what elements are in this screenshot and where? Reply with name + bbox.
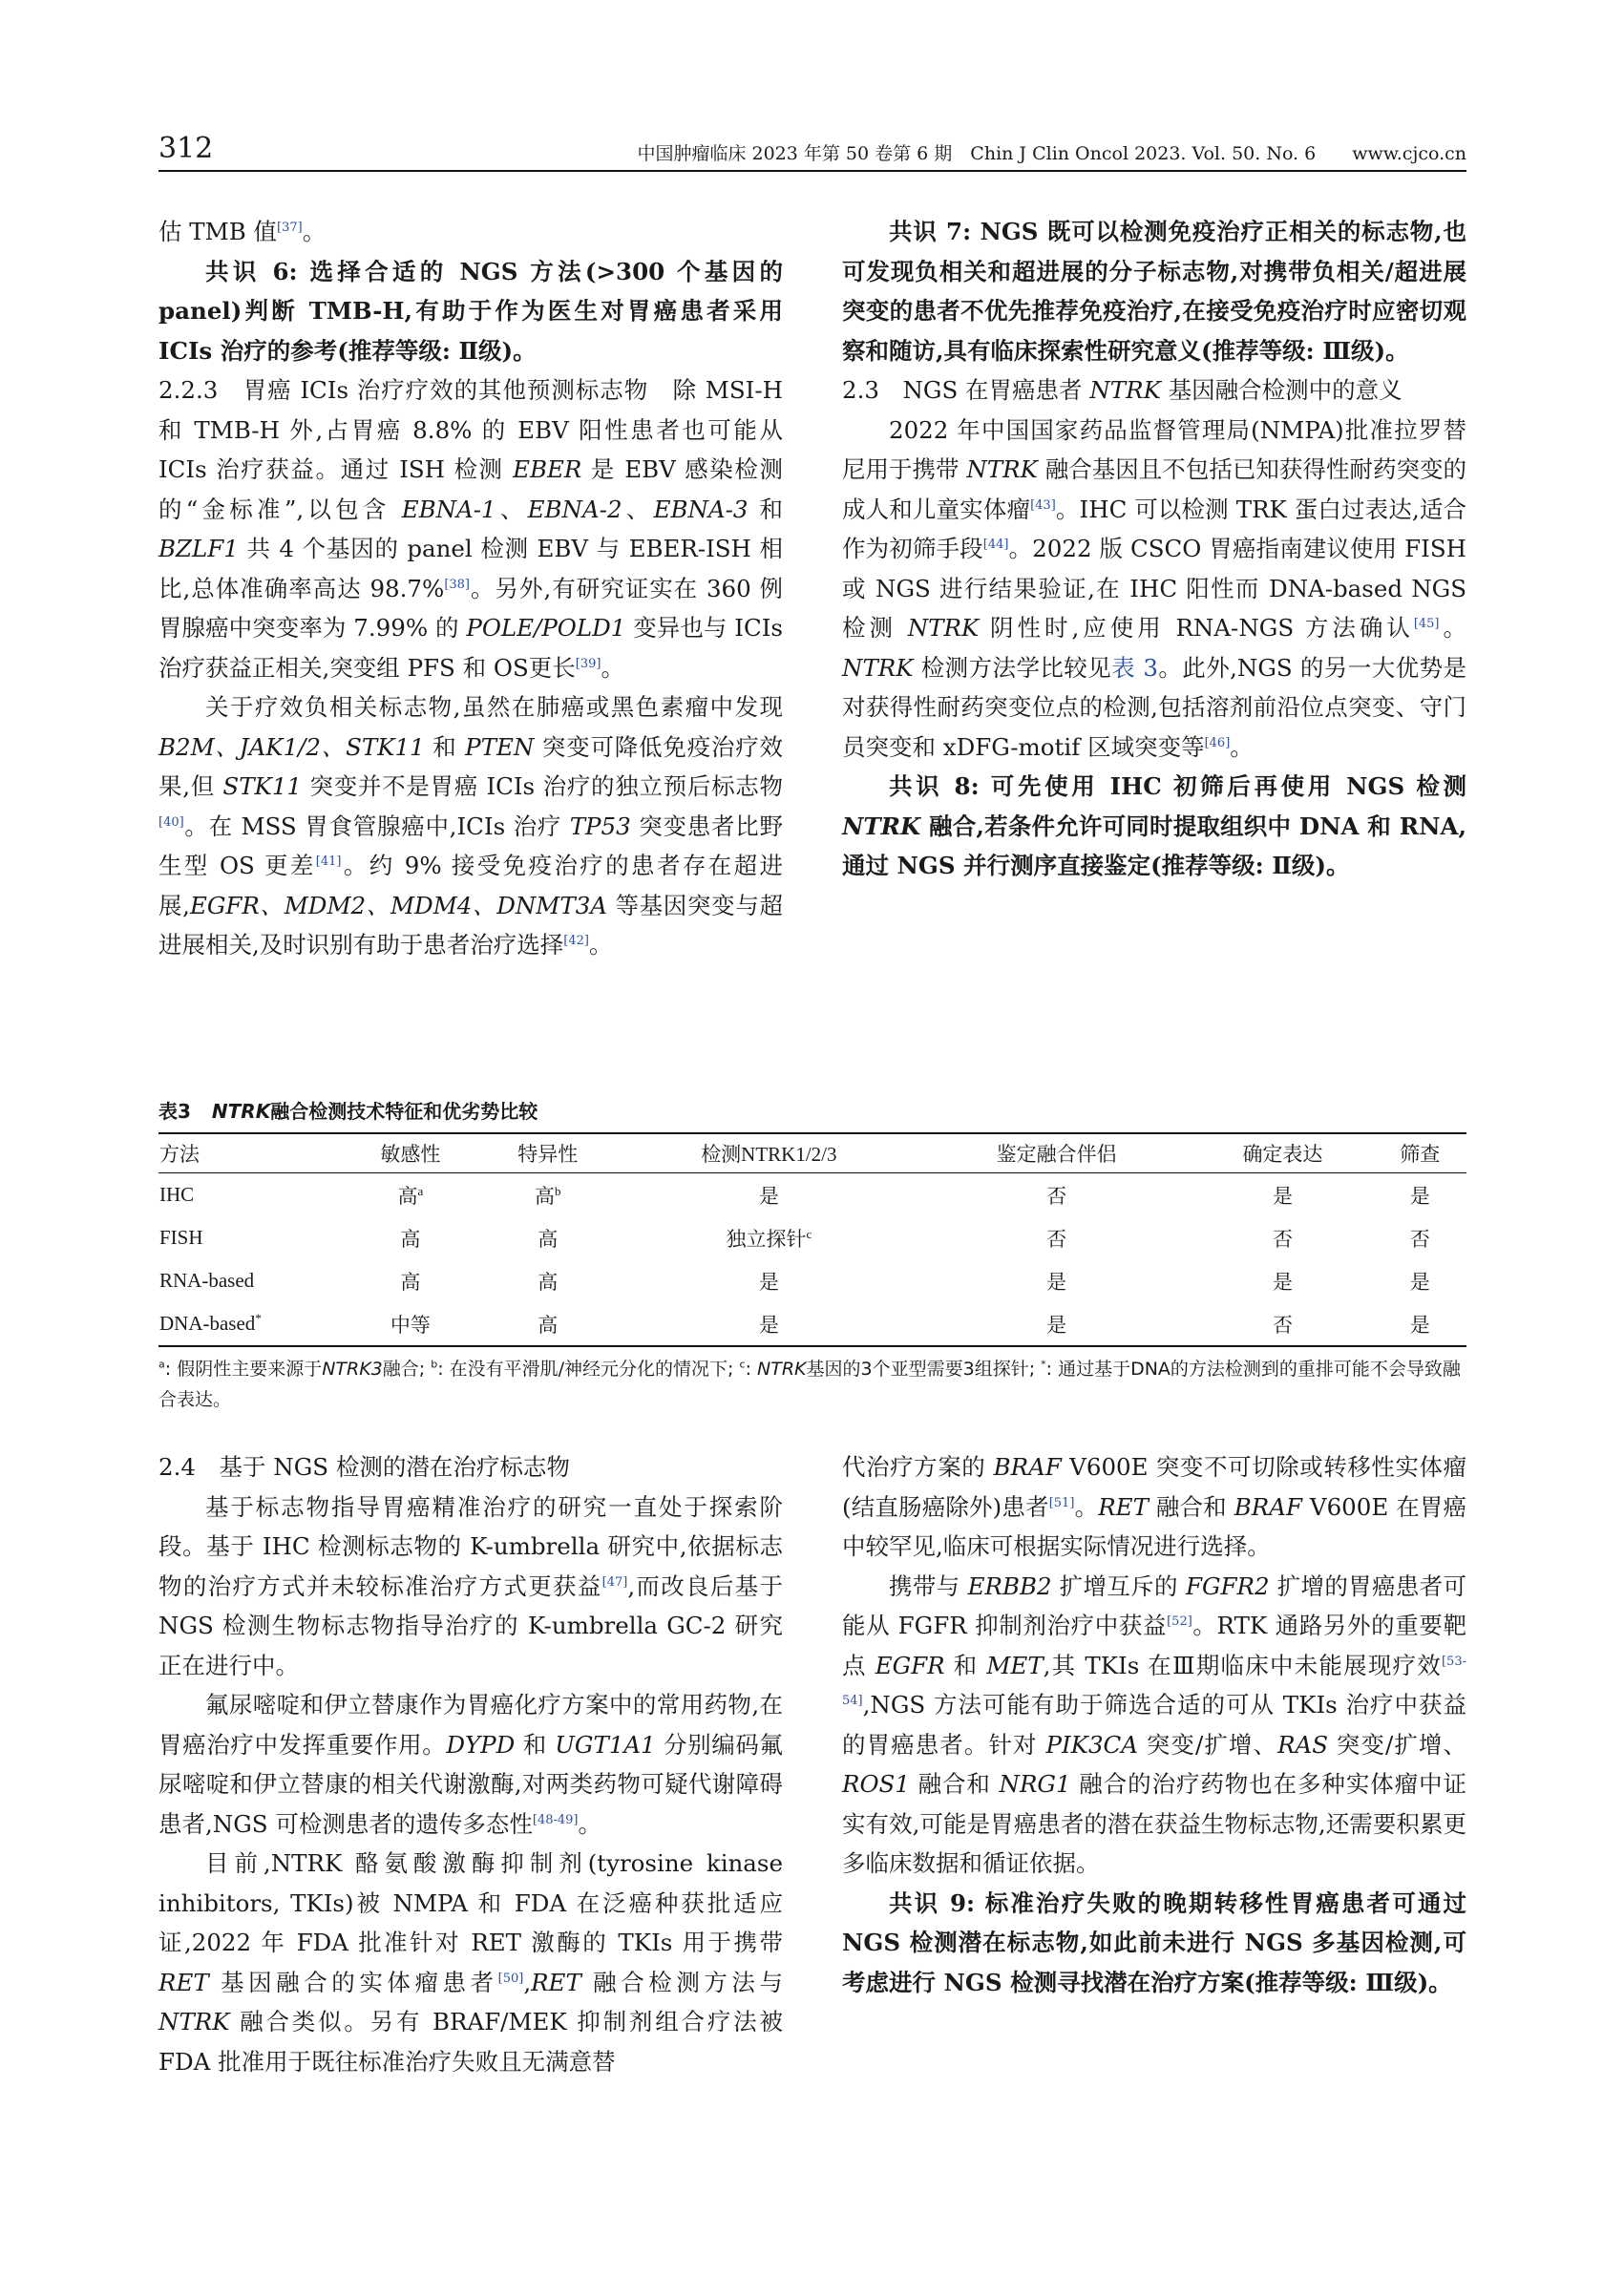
paragraph-braf: 代治疗方案的 BRAF V600E 突变不可切除或转移性实体瘤(结直肠癌除外)患者[51]。RET 融合和 BRAF V600E 在胃癌中较罕见,临床可根据实际情况进行选择。: [842, 1453, 1467, 1560]
table-link[interactable]: 表 3: [1111, 653, 1158, 682]
paragraph-k-umbrella: 基于标志物指导胃癌精准治疗的研究一直处于探索阶段。基于 IHC 检测标志物的 K-umbrella 研究中,依据标志物的治疗方式并未较标准治疗方式更获益[47],而改良后基于 NGS 检测生物标志物指导治疗的 K-umbrella GC-2 研究正在进行中。: [158, 1492, 783, 1679]
citation[interactable]: [39]: [575, 656, 601, 671]
table-caption: 表3 NTRK融合检测技术特征和优劣势比较: [158, 1100, 538, 1123]
consensus-7: 共识 7: NGS 既可以检测免疫治疗正相关的标志物,也可发现负相关和超进展的分子标志物,对携带负相关/超进展突变的患者不优先推荐免疫治疗,在接受免疫治疗时应密切观察和随访,具有临床探索性研究意义(推荐等级: Ⅲ级)。: [842, 218, 1466, 365]
citation[interactable]: [45]: [1413, 616, 1440, 631]
citation[interactable]: [48-49]: [532, 1812, 579, 1827]
section-2-2-3: 2.2.3 胃癌 ICIs 治疗疗效的其他预测标志物 除 MSI-H 和 TMB-H 外,占胃癌 8.8% 的 EBV 阳性患者也可能从 ICIs 治疗获益。通过 ISH 检测 EBER 是 EBV 感染检测的“金标准”,以包含 EBNA-1、EBNA-2、EBNA-3 和 BZLF1 共 4 个基因的 panel 检测 EBV 与 EBER-ISH 相比,总体准确率高达 98.7%[38]。另外,有研究证实在 360 例胃腺癌中突变率为 7.99% 的 POLE/POLD1 变异也与 ICIs 治疗获益正相关,突变组 PFS 和 OS更长[39]。: [158, 376, 784, 682]
right-column-bottom: [842, 1447, 1466, 2002]
table-row: DNA-based* 中等 高 是 是 否 是: [158, 1302, 1466, 1346]
paragraph-ntrk: 2022 年中国国家药品监督管理局(NMPA)批准拉罗替尼用于携带 NTRK 融合基因且不包括已知获得性耐药突变的成人和儿童实体瘤[43]。IHC 可以检测 TRK 蛋白过表达,适合作为初筛手段[44]。2022 版 CSCO 胃癌指南建议使用 FISH 或 NGS 进行结果验证,在 IHC 阳性而 DNA-based NGS 检测 NTRK 阴性时,应使用 RNA-NGS 方法确认[45]。NTRK 检测方法学比较见表 3。此外,NGS 的另一大优势是对获得性耐药突变位点的检测,包括溶剂前沿位点突变、守门员突变和 xDFG-motif 区域突变等[46]。: [842, 415, 1466, 761]
citation[interactable]: [41]: [315, 854, 342, 869]
paragraph-negative-markers: 关于疗效负相关标志物,虽然在肺癌或黑色素瘤中发现 B2M、JAK1/2、STK11 和 PTEN 突变可降低免疫治疗效果,但 STK11 突变并不是胃癌 ICIs 治疗的独立预后标志物[40]。在 MSS 胃食管腺癌中,ICIs 治疗 TP53 突变患者比野生型 OS 更差[41]。约 9% 接受免疫治疗的患者存在超进展,EGFR、MDM2、MDM4、DNMT3A 等基因突变与超进展相关,及时识别有助于患者治疗选择[42]。: [158, 693, 784, 959]
consensus-8: 共识 8: 可先使用 IHC 初筛后再使用 NGS 检测 NTRK 融合,若条件允许可同时提取组织中 DNA 和 RNA,通过 NGS 并行测序直接鉴定(推荐等级: Ⅱ级)。: [842, 772, 1466, 879]
citation[interactable]: [46]: [1204, 735, 1231, 750]
citation[interactable]: [37]: [277, 220, 303, 235]
citation[interactable]: [47]: [601, 1574, 628, 1590]
citation[interactable]: [51]: [1048, 1495, 1075, 1510]
table-row: IHC 高$^a$ 高$^b$ 是 否 是 是: [159, 1183, 1430, 1208]
citation[interactable]: [50]: [497, 1971, 524, 1986]
citation[interactable]: [38]: [444, 577, 470, 592]
paragraph-chemo-genes: 氟尿嘧啶和伊立替康作为胃癌化疗方案中的常用药物,在胃癌治疗中发挥重要作用。DYPD 和 UGT1A1 分别编码氟尿嘧啶和伊立替康的相关代谢激酶,对两类药物可疑代谢障碍患者,NGS 可检测患者的遗传多态性[48-49]。: [158, 1691, 784, 1838]
table-3: [158, 1132, 1466, 1347]
citation[interactable]: [44]: [982, 537, 1009, 552]
journal-info: 中国肿瘤临床 2023 年第 50 卷第 6 期 Chin J Clin Oncol 2023. Vol. 50. No. 6 www.cjco.cn: [637, 143, 1466, 164]
table-row: RNA-based 高 高 是 是 是 是: [159, 1269, 1430, 1294]
citation[interactable]: [53-54]: [842, 1654, 1466, 1708]
paragraph-fgfr2: 携带与 ERBB2 扩增互斥的 FGFR2 扩增的胃癌患者可能从 FGFR 抑制剂治疗中获益[52]。RTK 通路另外的重要靶点 EGFR 和 MET,其 TKIs 在Ⅲ期临床中未能展现疗效[53-54],NGS 方法可能有助于筛选合适的可从 TKIs 治疗中获益的胃癌患者。针对 PIK3CA 突变/扩增、RAS 突变/扩增、ROS1 融合和 NRG1 融合的治疗药物也在多种实体瘤中证实有效,可能是胃癌患者的潜在获益生物标志物,还需要积累更多临床数据和循证依据。: [842, 1571, 1467, 1877]
citation[interactable]: [40]: [158, 814, 184, 830]
header-rule: [158, 170, 1466, 172]
page-number: 312: [158, 132, 214, 165]
section-2-3: 2.3 NGS 在胃癌患者 NTRK 基因融合检测中的意义: [842, 376, 1403, 404]
right-column-top: [842, 212, 1466, 886]
consensus-6: 共识 6: 选择合适的 NGS 方法(>300 个基因的 panel)判断 TMB-H,有助于作为医生对胃癌患者采用 ICIs 治疗的参考(推荐等级: Ⅱ级)。: [158, 257, 783, 365]
citation[interactable]: [43]: [1030, 497, 1056, 513]
running-header: [158, 132, 1466, 170]
left-column-bottom: [158, 1447, 783, 2081]
table-footnote: $^a$: 假阴性主要来源于NTRK3融合; $^b$: 在没有平滑肌/神经元分化的情况下; $^c$: NTRK基因的3个亚型需要3组探针; *: 通过基于DNA的方法检测到的重排可能不会导致融合表达。: [158, 1358, 1461, 1410]
consensus-9: 共识 9: 标准治疗失败的晚期转移性胃癌患者可通过 NGS 检测潜在标志物,如此前未进行 NGS 多基因检测,可考虑进行 NGS 检测寻找潜在治疗方案(推荐等级: Ⅲ级)。: [842, 1888, 1466, 1996]
table-row: FISH 高 高 独立探针$^c$ 否 否 否: [159, 1226, 1430, 1251]
paragraph-tmb-end: 估 TMB 值[37]。: [158, 218, 327, 245]
citation[interactable]: [52]: [1167, 1614, 1192, 1629]
section-2-4: 2.4 基于 NGS 检测的潜在治疗标志物: [158, 1453, 570, 1481]
table-header-row: 方法 敏感性 特异性 检测NTRK1/2/3 鉴定融合伴侣 确定表达 筛查: [158, 1133, 1466, 1173]
left-column-top: [158, 212, 783, 965]
paragraph-tki: 目前,NTRK 酪氨酸激酶抑制剂(tyrosine kinase inhibitors, TKIs)被 NMPA 和 FDA 在泛癌种获批适应证,2022 年 FDA 批准针对 RET 激酶的 TKIs 用于携带 RET 基因融合的实体瘤患者[50],RET 融合检测方法与 NTRK 融合类似。另有 BRAF/MEK 抑制剂组合疗法被 FDA 批准用于既往标准治疗失败且无满意替: [158, 1849, 783, 2076]
citation[interactable]: [42]: [563, 933, 589, 948]
